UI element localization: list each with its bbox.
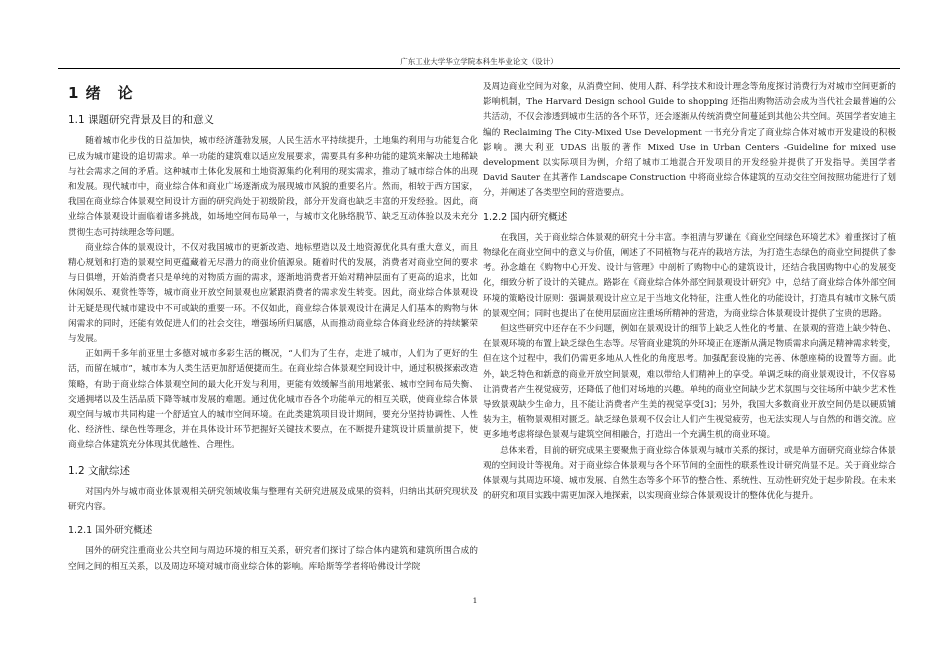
- section-heading-1-2-2: 1.2.2 国内研究概述: [483, 211, 568, 223]
- page-number: 1: [472, 596, 478, 605]
- paragraph: 对国内外与城市商业体景观相关研究领域收集与整理有关研究进展及成果的资料，归纳出其研究现状及研究内容。: [68, 486, 478, 513]
- left-column: [68, 80, 478, 575]
- paragraph: 随着城市化步伐的日益加快，城市经济蓬勃发展，人民生活水平持续提升，土地集约利用与功能复合化已成为城市建设的追切需求。单一功能的建筑难以适应发展要求，需要具有多种功能的建筑来解决土地稀缺与社会需求之间的矛盾。这种城市土体化发展和土地资源集约化利用的现实需求，推动了城市综合体的出现和发展。现代城市中，商业综合体和商业广场逐渐成为展现城市风貌的重要名片。然而，相较于西方国家，我国在商业综合体景观空间设计方面的研究尚处于初级阶段，部分开发商也缺乏丰富的开发经验。因此，商业综合体景观设计面临着诸多挑战，如场地空间布局单一，与城市文化脉络脱节、缺乏互动体验以及未充分贯彻生态可持续理念等问题。: [68, 136, 478, 238]
- chapter-title: 1 绪 论: [68, 84, 134, 102]
- paragraph-continued: 及周边商业空间为对象，从消费空间、使用人群、科学技术和设计理念等角度探讨消费行为对城市空间更新的影响机制，The Harvard Design school Guide to shopping 还指出购物活动会成为当代社会最普遍的公共活动，不仅会渗透到城市生活的各个环节，还会逐渐从传统消费空间蔓延到其他公共空间。英国学者安迪主编的 Reclaiming The City-Mixed Use Development 一书充分肯定了商业综合体对城市开发建设的积极影响。澳大利亚 UDAS 出版的著作 Mixed Use in Urban Centers -Guideline for mixed use development 以实际项目为例，介绍了城市工地混合开发项目的开发经验并提供了开发指导。美国学者 David Sauter 在其著作 Landscape Construction 中将商业综合体建筑的互动交往空间按照功能进行了划分，并阐述了各类型空间的营造要点。: [483, 82, 896, 199]
- section-heading-1-1: 1.1 课题研究背景及目的和意义: [68, 114, 215, 127]
- page-header: 广东工业大学华立学院本科生毕业论文（设计）: [400, 57, 558, 66]
- section-heading-1-2-1: 1.2.1 国外研究概述: [68, 525, 153, 537]
- paragraph: 在我国，关于商业综合体景观的研究十分丰富。李祖清与罗谦在《商业空间绿色环境艺术》着重探讨了植物绿化在商业空间中的意义与价值，阐述了不同植物与花卉的栽培方法，为打造生态绿色的商业空间提供了参考。孙念雄在《购物中心开发、设计与管理》中剖析了购物中心的建筑设计，还结合我国购物中心的发展变化，细致分析了设计的关键点。路影在《商业综合体外部空间景观设计研究》中，总结了商业综合体外部空间环境的策略设计原则：强调景观设计应立足于当地文化特征，注重人性化的功能设计，打造具有城市文脉气质的景观空间；同时也提出了在使用层面应注重场所精神的营造，为商业综合体景观设计提供了宝贵的思路。: [483, 232, 896, 319]
- section-heading-1-2: 1.2 文献综述: [68, 464, 131, 477]
- header-rule: [58, 68, 900, 69]
- paragraph: 正如两千多年前亚里士多德对城市多彩生活的概况，“人们为了生存，走进了城市，人们为了更好的生活，而留在城市”，城市本为人类生活更加舒适便捷而生。在商业综合体景观空间设计中，通过积极探索改造策略，有助于商业综合体景观空间的最大化开发与利用，更能有效缓解当前用地紧张、城市空间布局失衡、交通拥堵以及生活品质下降等城市发展的难题。通过优化城市吞各个功能单元的相互关联，使商业综合体景观空间与城市共同构建一个舒适宜人的城市空间环境。在此类建筑项目设计期间，要充分坚持协调性、人性化、经济性、绿色性等理念，并在具体设计环节把握好关键技术要点，在不断提升建筑设计质量前提下，使商业综合体建筑充分体现其优越性、合理性。: [68, 349, 478, 451]
- paragraph: 但这些研究中还存在不少问题，例如在景观设计的细节上缺乏人性化的考量、在景观的营造上缺少特色、在景观环境的布置上缺乏绿色生态等。尽管商业建筑的外环境正在逐渐从满足物质需求向满足精神需求转变，但在这个过程中，我们仍需更多地从人性化的角度思考。加强配套设施的完善、休憩座椅的设置等方面。此外，缺乏特色和新意的商业开放空间景观，难以带给人们精神上的享受。单调乏味的商业景观设计，不仅容易让消费者产生视觉疲劳，还降低了他们对场地的兴趣。单纯的商业空间缺少艺术氛围与交往场所中缺少艺术性导致景观缺少生命力，且不能让消费者产生美的视觉享受[3]；另外，我国大多数商业开放空间仍是以硬质铺装为主，植物景观相对匮乏。缺乏绿色景观不仅会让人们产生视觉疲劳，也无法实现人与自然的和谐交流。应更多地考虑将绿色景观与建筑空间相融合，打造出一个充满生机的商业环境。: [483, 324, 896, 441]
- paragraph: 总体来看，目前的研究成果主要聚焦于商业综合体景观与城市关系的探讨，或是单方面研究商业综合体景观的空间设计等视角。对于商业综合体景观与各个环节间的全面性的联系性设计研究尚显不足。关于商业综合体景观与其周边环境、城市发展、自然生态等多个环节的整合性、系统性、互动性研究处于起步阶段。在未来的研究和项目实践中需更加深入地探索，以实现商业综合体景观设计的整体优化与提升。: [483, 445, 896, 502]
- right-column: [483, 80, 896, 504]
- paragraph: 商业综合体的景观设计，不仅对我国城市的更新改造、地标塑造以及土地资源优化具有重大意义，而且精心规划和打造的景观空间更蕴藏着无尽潜力的商业价值源泉。随着时代的发展，消费者对商业空间的要求与日俱增，开始消费者只是单纯的对物质方面的需求，逐渐地消费者开始对精神层面有了更高的追求，比如休闲娱乐、观赏性等等，城市商业开放空间景观也应紧跟消费者的需求发生转变。因此，商业综合体景观设计无疑是现代城市建设中不可或缺的重要一环。不仅如此，商业综合体景观设计在满足人们基本的购物与休闲需求的同时，还能有效促进人们的社会交往，增强场所归属感，从而推动商业综合体商业经济的持续繁荣与发展。: [68, 242, 478, 345]
- paragraph: 国外的研究注重商业公共空间与周边环境的相互关系，研究者们探讨了综合体内建筑和建筑所围合成的空间之间的相互关系，以及周边环境对城市商业综合体的影响。库哈斯等学者将哈佛设计学院: [68, 546, 478, 572]
